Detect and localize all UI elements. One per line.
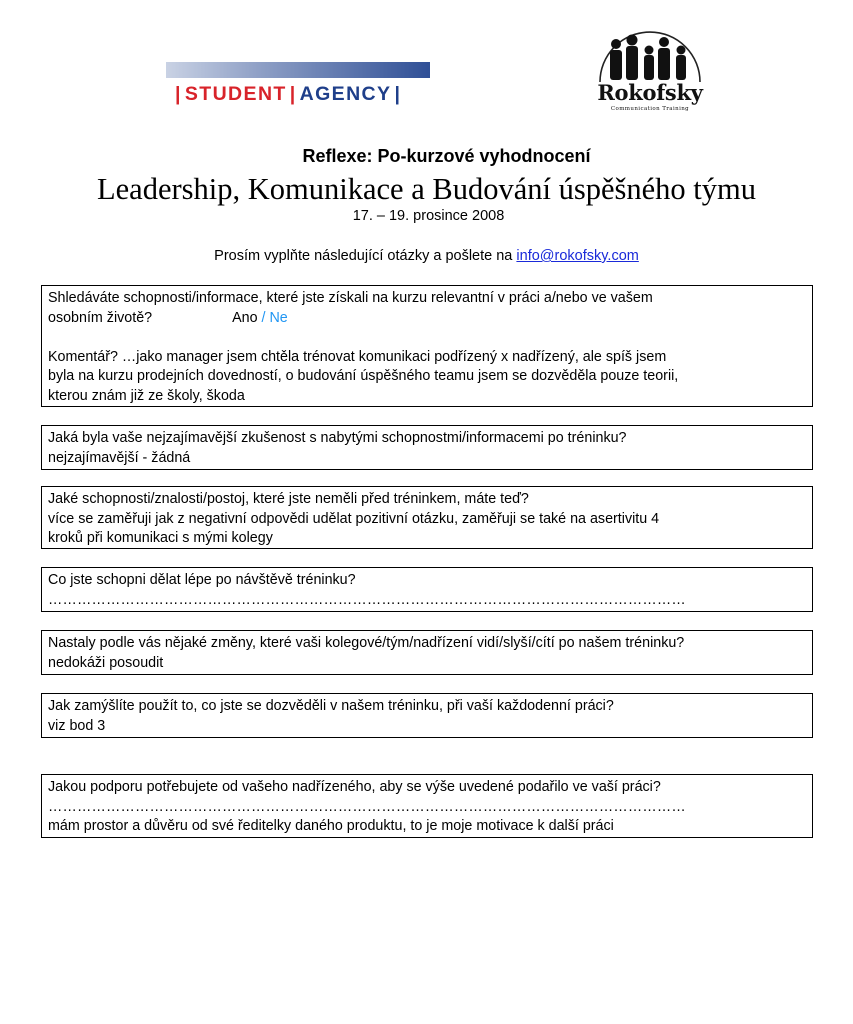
- question-box-2: [41, 425, 813, 470]
- rokofsky-people-icon: [594, 30, 706, 84]
- question-box-1: [41, 285, 813, 407]
- answer-separator: /: [257, 309, 270, 326]
- answer-yes[interactable]: Ano: [232, 309, 258, 326]
- comment-line-3: kterou znám již ze školy, škoda: [48, 387, 245, 404]
- logo-student-text: STUDENT: [184, 82, 287, 105]
- rokofsky-logo: [594, 30, 706, 118]
- question-box-4: [41, 567, 813, 612]
- question-5-text: Nastaly podle vás nějaké změny, které vaši kolegové/tým/nadřízení vidí/slyší/cítí po našem tréninku?: [48, 635, 685, 651]
- logo-divider: |: [394, 82, 402, 105]
- question-6-text: Jak zamýšlíte použít to, co jste se dozvěděli v našem tréninku, při vaší každodenní práci?: [48, 698, 614, 714]
- question-box-5: [41, 630, 813, 675]
- question-box-3: [41, 486, 813, 549]
- question-7-text: Jakou podporu potřebujete od vašeho nadřízeného, aby se výše uvedené podařilo ve vaší práci?: [48, 779, 661, 795]
- spacer: [48, 328, 806, 348]
- logo-agency-text: AGENCY: [299, 82, 392, 105]
- question-box-6: [41, 693, 813, 738]
- question-1-text-cont: [48, 309, 806, 329]
- answer-7-blank: ……………………………………………………………………………………………………………………: [48, 798, 686, 815]
- answer-2-text: nejzajímavější - žádná: [48, 449, 191, 466]
- question-box-7: [41, 774, 813, 838]
- answer-6-text: viz bod 3: [48, 717, 106, 734]
- answer-7-text: mám prostor a důvěru od své ředitelky daného produktu, to je moje motivace k další práci: [48, 818, 614, 834]
- logo-divider: |: [175, 82, 182, 105]
- form-subtitle: Reflexe: Po-kurzové vyhodnocení: [302, 146, 591, 166]
- course-date: 17. – 19. prosince 2008: [352, 208, 505, 224]
- logo-stripe: [166, 62, 430, 78]
- answer-5-text: nedokáži posoudit: [48, 654, 164, 671]
- rokofsky-name: Rokofsky: [597, 80, 703, 105]
- question-1-text: Shledáváte schopnosti/informace, které jste získali na kurzu relevantní v práci a/nebo ve vašem: [48, 290, 653, 306]
- question-2-text: Jaká byla vaše nejzajímavější zkušenost s nabytými schopnostmi/informacemi po tréninku?: [48, 430, 627, 446]
- instructions: [0, 248, 853, 264]
- answer-no[interactable]: Ne: [269, 309, 288, 326]
- instructions-text: Prosím vyplňte následující otázky a pošlete na: [214, 248, 517, 264]
- comment-line-2: byla na kurzu prodejních dovedností, o budování úspěšného teamu jsem se dozvěděla pouze teorii,: [48, 368, 679, 384]
- student-agency-logo: [166, 62, 430, 108]
- email-link[interactable]: info@rokofsky.com: [516, 248, 639, 264]
- question-1-line2: osobním životě?: [48, 309, 153, 326]
- logo-divider: |: [289, 82, 297, 105]
- rokofsky-tagline: Communication Training: [610, 106, 690, 112]
- question-4-text: Co jste schopni dělat lépe po návštěvě tréninku?: [48, 572, 356, 588]
- answer-3-line-2: kroků při komunikaci s mými kolegy: [48, 530, 273, 546]
- answer-3-line-1: více se zaměřuji jak z negativní odpovědi udělat pozitivní otázku, zaměřuji se také na asertivitu 4: [48, 510, 660, 527]
- student-agency-wordmark: [172, 80, 401, 108]
- question-3-text: Jaké schopnosti/znalosti/postoj, které jste neměli před tréninkem, máte teď?: [48, 491, 529, 507]
- answer-4-blank: ……………………………………………………………………………………………………………………: [48, 591, 686, 608]
- comment-line-1: Komentář? …jako manager jsem chtěla trénovat komunikaci podřízený x nadřízený, ale spíš jsem: [48, 348, 667, 365]
- course-title: Leadership, Komunikace a Budování úspěšného týmu: [97, 172, 756, 206]
